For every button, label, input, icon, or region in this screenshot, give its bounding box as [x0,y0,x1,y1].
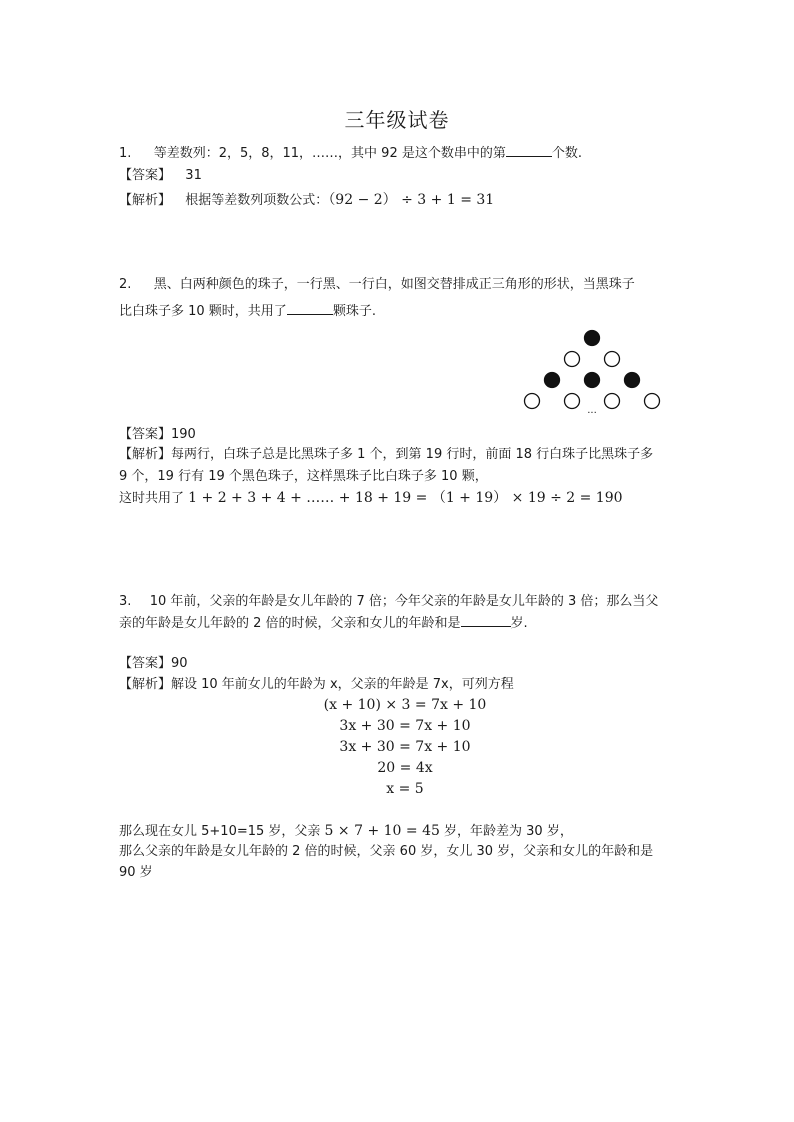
black-bead [625,373,640,388]
question-number: 2. [119,277,132,292]
conclusion-line-1 [119,822,573,841]
answer-3: 【答案】90 [119,656,188,671]
white-bead [645,394,660,409]
equation-line: 20 = 4x [377,760,433,776]
question-text-end: 岁. [510,616,528,631]
question-text: 比白珠子多 10 颗时，共用了 [119,304,287,319]
white-bead [525,394,540,409]
question-number: 1. [119,146,132,161]
answer-blank [506,143,552,157]
conclusion-line-3: 90 岁 [119,865,153,880]
question-3-line-1 [119,593,658,611]
white-bead [565,394,580,409]
black-bead [545,373,560,388]
equation-line: 3x + 30 = 7x + 10 [339,739,471,755]
equation-line: (x + 10) × 3 = 7x + 10 [323,697,487,713]
question-text: 等差数列：2，5，8，11，……，其中 92 是这个数串中的第 [153,146,506,161]
question-2-line-1 [119,276,635,294]
conclusion-text: 那么现在女儿 5+10=15 岁，父亲 [119,824,321,839]
answer-1 [119,167,202,185]
analysis-2-line-1: 【解析】每两行，白珠子总是比黑珠子多 1 个，到第 19 行时，前面 18 行白珠子比黑珠子多 [119,447,654,462]
answer-value: 31 [185,168,202,183]
conclusion-text-end: 岁，年龄差为 30 岁， [444,824,573,839]
question-text: 黑、白两种颜色的珠子，一行黑、一行白，如图交替排成正三角形的形状，当黑珠子 [153,277,635,292]
answer-2: 【答案】190 [119,427,196,442]
analysis-2-line-2: 9 个，19 行有 19 个黑色珠子，这样黑珠子比白珠子多 10 颗， [119,469,488,484]
equation-line: 3x + 30 = 7x + 10 [339,718,471,734]
question-3-line-2 [119,613,528,633]
question-text: 10 年前，父亲的年龄是女儿年龄的 7 倍；今年父亲的年龄是女儿年龄的 3 倍；那么当父 [149,594,659,609]
question-number: 3. [119,594,132,609]
page-title: 三年级试卷 [344,108,450,132]
black-bead [585,373,600,388]
analysis-1 [119,191,494,210]
white-bead [605,394,620,409]
equation-line: x = 5 [386,781,424,797]
question-2-line-2 [119,301,376,321]
question-text: 亲的年龄是女儿年龄的 2 倍的时候，父亲和女儿的年龄和是 [119,616,461,631]
question-text-end: 颗珠子. [332,304,376,319]
analysis-formula: 1 + 2 + 3 + 4 + …… + 18 + 19 = （1 + 19） × 19 ÷ 2 = 190 [188,490,623,506]
answer-label: 【答案】 [119,168,172,183]
bead-rows [525,331,660,409]
analysis-text: 根据等差数列项数公式： [185,193,329,208]
continuation-dots: ··· [587,408,597,419]
analysis-2-line-3 [119,489,623,508]
question-1 [119,143,582,163]
white-bead [605,352,620,367]
conclusion-line-2: 那么父亲的年龄是女儿年龄的 2 倍的时候，父亲 60 岁，女儿 30 岁，父亲和女儿的年龄和是 [119,844,654,859]
black-bead [585,331,600,346]
answer-blank [287,301,333,315]
question-text-end: 个数. [551,146,582,161]
analysis-formula: （92 − 2） ÷ 3 + 1 = 31 [328,192,495,208]
answer-blank [461,613,511,627]
conclusion-formula: 5 × 7 + 10 = 45 [324,823,440,839]
analysis-3: 【解析】解设 10 年前女儿的年龄为 x，父亲的年龄是 7x，可列方程 [119,677,514,692]
analysis-text: 这时共用了 [119,491,185,506]
bead-triangle-figure [515,325,665,420]
white-bead [565,352,580,367]
analysis-label: 【解析】 [119,193,172,208]
